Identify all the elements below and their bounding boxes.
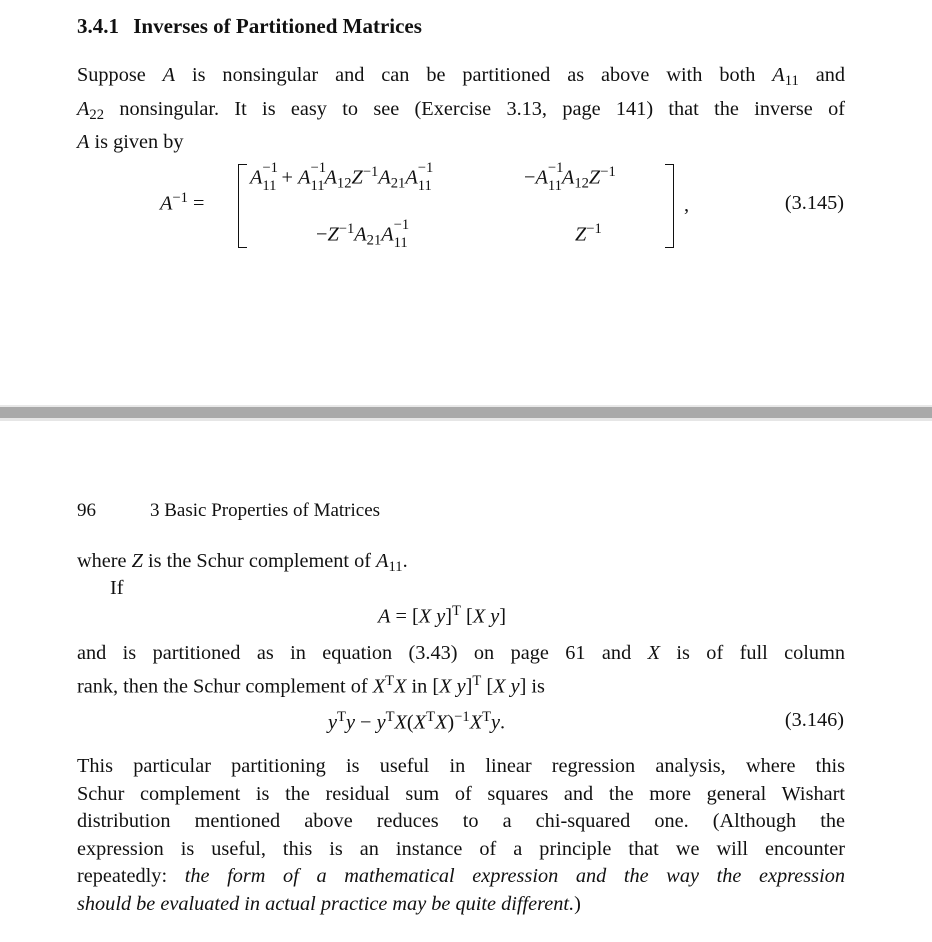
final-paragraph — [77, 753, 845, 918]
intro-line-1: Suppose A is nonsingular and can be partitioned as above with both $A_{11}$ and — [77, 64, 845, 90]
final-line-3: distribution mentioned above reduces to a chi-squared one. (Although the — [77, 810, 845, 832]
paragraph-2 — [77, 640, 845, 701]
eq-3146-number: (3.146) — [784, 709, 844, 731]
paragraph-2-line-2: rank, then the Schur complement of $X^TX$ in [X y]$^T$ [X y] is — [77, 672, 545, 698]
eq-3145-lhs: $A^{-1}$ = — [160, 190, 205, 215]
matrix-entry-11: A −1 11 + A −1 11 $A_{12}Z^{-1}A_{21}A$ −1 11 — [250, 160, 434, 194]
final-line-2: Schur complement is the residual sum of squares and the more general Wishart — [77, 782, 845, 805]
running-head-chapter: 3 Basic Properties of Matrices — [150, 500, 381, 521]
eq-3146: $y^Ty - y^TX(X^TX)^{-1}X^Ty$. — [328, 709, 506, 734]
final-line-4: expression is useful, this is an instance of a principle that we will encounter — [77, 837, 845, 860]
final-line-1: This particular partitioning is useful in linear regression analysis, where this — [77, 755, 845, 777]
section-number: 3.4.1 — [77, 14, 119, 38]
page-number: 96 — [77, 500, 96, 521]
intro-line-3: A is given by — [77, 131, 184, 154]
matrix-entry-12: −A −1 11 $A_{12}Z^{-1}$ — [524, 160, 616, 194]
matrix-entry-22: $Z^{-1}$ — [575, 221, 602, 246]
matrix-right-bracket — [665, 164, 674, 248]
eq-3145-number: (3.145) — [784, 192, 844, 214]
final-line-6: should be evaluated in actual practice may be quite different.) — [77, 892, 581, 915]
intro-line-2: $A_{22}$ nonsingular. It is easy to see (Exercise 3.13, page 141) that the inverse of — [77, 97, 845, 123]
page-top — [0, 0, 932, 405]
section-title: Inverses of Partitioned Matrices — [133, 14, 422, 38]
if-word: If — [110, 577, 124, 599]
intro-paragraph — [77, 62, 845, 157]
eq-A-partition: A = [X y]$^T$ [X y] — [378, 603, 506, 628]
final-line-5: repeatedly: the form of a mathematical expression and the way the expression — [77, 865, 845, 887]
paragraph-2-line-1: and is partitioned as in equation (3.43) on page 61 and X is of full column — [77, 642, 845, 664]
eq-3145-comma: , — [684, 194, 690, 216]
page-separator — [0, 405, 932, 421]
where-line: where Z is the Schur complement of $A_{11}$. — [77, 550, 408, 576]
matrix-left-bracket — [238, 164, 247, 248]
matrix-entry-21: $-Z^{-1}A_{21}A$ −1 11 — [316, 217, 410, 251]
section-heading — [77, 14, 422, 39]
